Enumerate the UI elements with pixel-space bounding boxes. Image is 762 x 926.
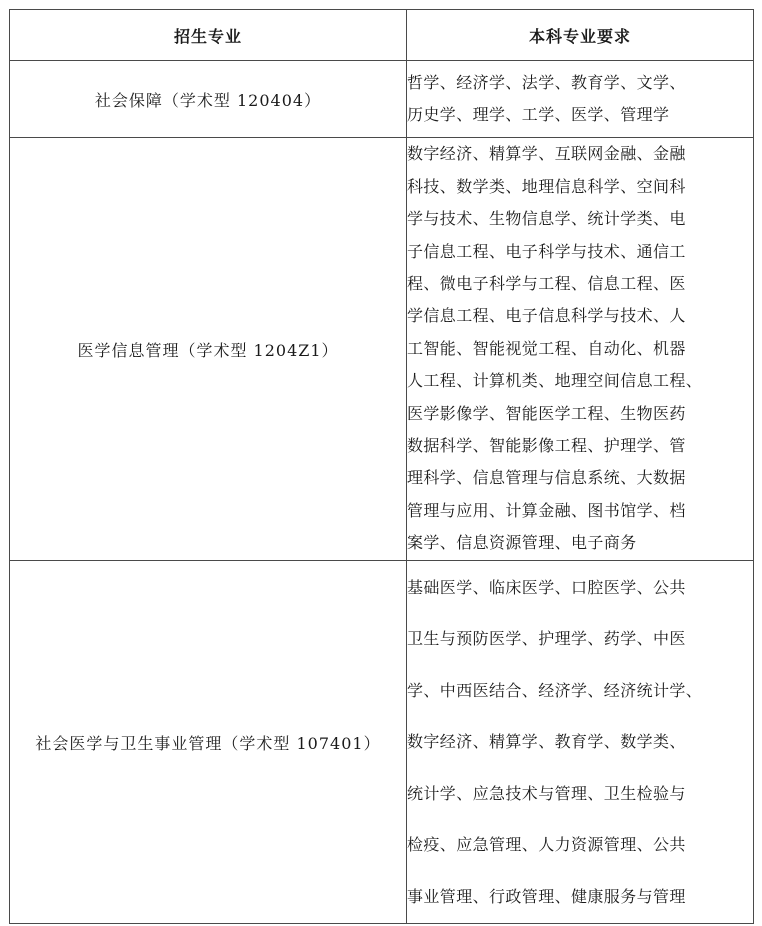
requirement-line: 历史学、理学、工学、医学、管理学 [407,105,670,124]
requirement-line: 哲学、经济学、法学、教育学、文学、 [407,73,686,92]
requirement-line: 医学影像学、智能医学工程、生物医药 [407,403,686,423]
requirement-line: 卫生与预防医学、护理学、药学、中医 [407,629,686,649]
requirement-line: 学、中西医结合、经济学、经济统计学、 [407,680,703,700]
requirement-cell [407,138,754,561]
table-row [10,561,754,924]
requirement-line: 检疫、应急管理、人力资源管理、公共 [407,835,686,855]
requirement-line: 数据科学、智能影像工程、护理学、管 [407,436,686,456]
requirement-line: 科技、数学类、地理信息科学、空间科 [407,176,686,196]
header-requirement: 本科专业要求 [407,10,754,61]
requirement-line: 学信息工程、电子信息科学与技术、人 [407,306,686,326]
requirement-line: 事业管理、行政管理、健康服务与管理 [407,886,686,906]
major-cell: 医学信息管理（学术型 1204Z1） [10,138,407,561]
requirement-line: 程、微电子科学与工程、信息工程、医 [407,273,686,293]
admission-requirements-table [9,9,754,924]
requirement-line: 学与技术、生物信息学、统计学类、电 [407,209,686,229]
header-major: 招生专业 [10,10,407,61]
requirement-line: 统计学、应急技术与管理、卫生检验与 [407,783,686,803]
major-cell: 社会保障（学术型 120404） [10,61,407,138]
requirement-line: 数字经济、精算学、互联网金融、金融 [407,144,686,164]
requirement-line: 基础医学、临床医学、口腔医学、公共 [407,577,686,597]
requirement-cell [407,61,754,138]
requirement-line: 工智能、智能视觉工程、自动化、机器 [407,338,686,358]
table-row [10,61,754,138]
table-header-row [10,10,754,61]
requirement-line: 理科学、信息管理与信息系统、大数据 [407,468,686,488]
table-row [10,138,754,561]
major-cell: 社会医学与卫生事业管理（学术型 107401） [10,561,407,924]
requirement-line: 案学、信息资源管理、电子商务 [407,533,637,553]
requirement-cell [407,561,754,924]
requirement-line: 子信息工程、电子科学与技术、通信工 [407,241,686,261]
requirement-line: 数字经济、精算学、教育学、数学类、 [407,732,686,752]
requirement-line: 人工程、计算机类、地理空间信息工程、 [407,371,703,391]
requirement-line: 管理与应用、计算金融、图书馆学、档 [407,500,686,520]
